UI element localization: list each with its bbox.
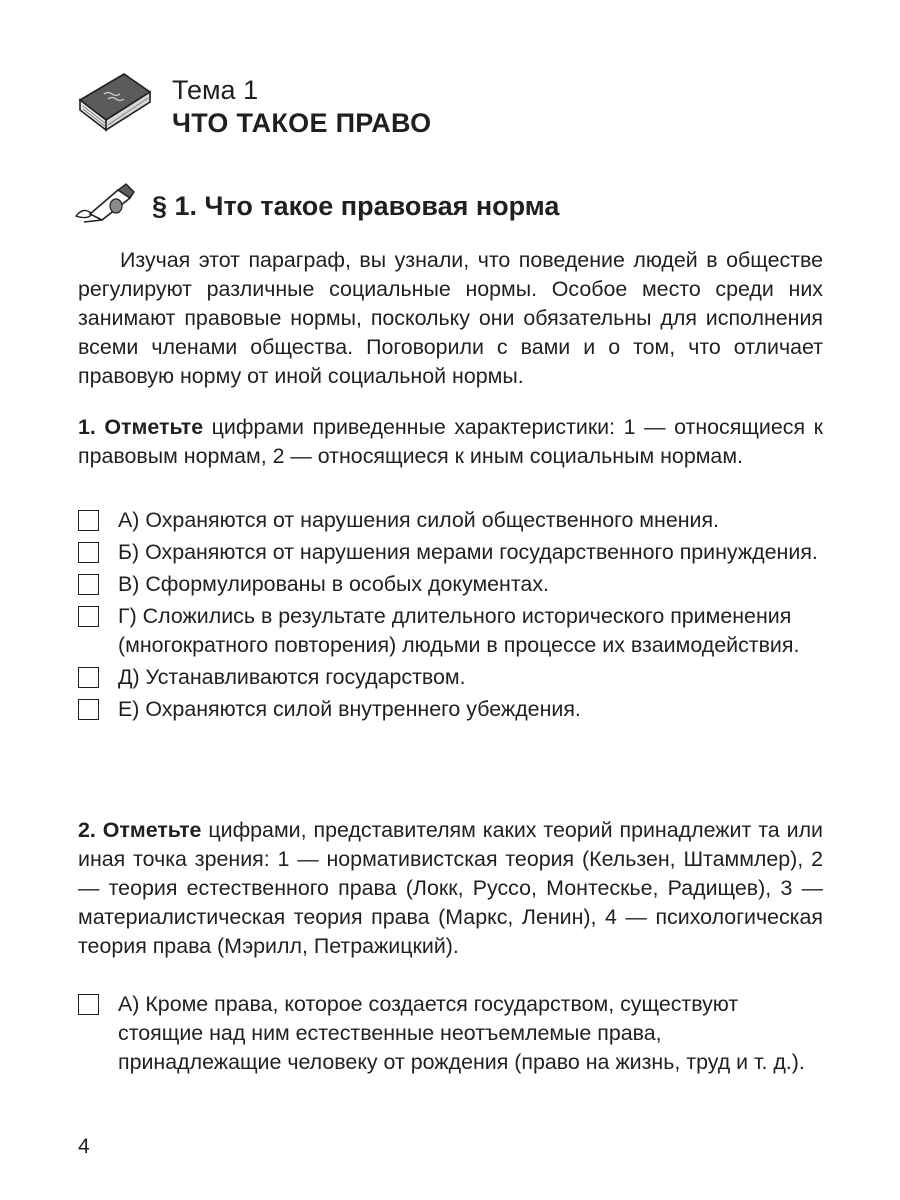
option-row — [78, 506, 823, 535]
option-row — [78, 602, 823, 660]
option-row — [78, 538, 823, 567]
answer-checkbox[interactable] — [78, 699, 99, 720]
question-2 — [78, 816, 823, 961]
option-text: Б) Охраняются от нарушения мерами государственного принуждения. — [118, 540, 818, 564]
question-2-options — [78, 990, 823, 1080]
option-text: Е) Охраняются силой внутреннего убеждения. — [118, 697, 581, 721]
topic-label: Тема 1 — [172, 75, 259, 105]
section-title: § 1. Что такое правовая норма — [152, 191, 560, 221]
answer-checkbox[interactable] — [78, 606, 99, 627]
option-text: А) Кроме права, которое создается государством, существуют стоящие над ним естественные неотъемлемые права, принадлежащие человеку от рождения (право на жизнь, труд и т. д.). — [118, 992, 805, 1074]
topic-title: ЧТО ТАКОЕ ПРАВО — [172, 108, 432, 138]
question-2-lead: 2. Отметьте — [78, 818, 202, 842]
question-1-text: цифрами приведенные характеристики: 1 — относящиеся к правовым нормам, 2 — относящиеся к иным социальным нормам. — [78, 415, 823, 468]
question-1-lead: 1. Отметьте — [78, 415, 204, 439]
answer-checkbox[interactable] — [78, 542, 99, 563]
answer-checkbox[interactable] — [78, 994, 99, 1015]
option-row — [78, 990, 823, 1077]
intro-paragraph: Изучая этот параграф, вы узнали, что поведение людей в обществе регулируют различные социальные нормы. Особое место среди них занимают правовые нормы, поскольку они обязательны для исполнения всеми членами общества. Поговорили с вами и о том, что отличает правовую норму от иной социальной нормы. — [78, 248, 823, 388]
option-text: А) Охраняются от нарушения силой общественного мнения. — [118, 508, 720, 532]
book-icon — [74, 66, 154, 136]
answer-checkbox[interactable] — [78, 667, 99, 688]
pen-icon — [74, 182, 136, 224]
question-2-text: цифрами, представителям каких теорий принадлежит та или иная точка зрения: 1 — нормативистская теория (Кельзен, Штаммлер), 2 — теория естественного права (Локк, Руссо, Монтескье, Радищев), 3 — материалистическая теория права (Маркс, Ленин), 4 — психологическая теория права (Мэрилл, Петражицкий). — [78, 818, 823, 958]
option-text: В) Сформулированы в особых документах. — [118, 572, 549, 596]
question-1 — [78, 413, 823, 471]
option-row — [78, 695, 823, 724]
option-row — [78, 570, 823, 599]
option-text: Г) Сложились в результате длительного исторического применения (многократного повторения) людьми в процессе их взаимодействия. — [118, 604, 800, 657]
question-1-options — [78, 506, 823, 727]
option-row — [78, 663, 823, 692]
option-text: Д) Устанавливаются государством. — [118, 665, 466, 689]
answer-checkbox[interactable] — [78, 510, 99, 531]
page-number: 4 — [78, 1135, 90, 1158]
answer-checkbox[interactable] — [78, 574, 99, 595]
